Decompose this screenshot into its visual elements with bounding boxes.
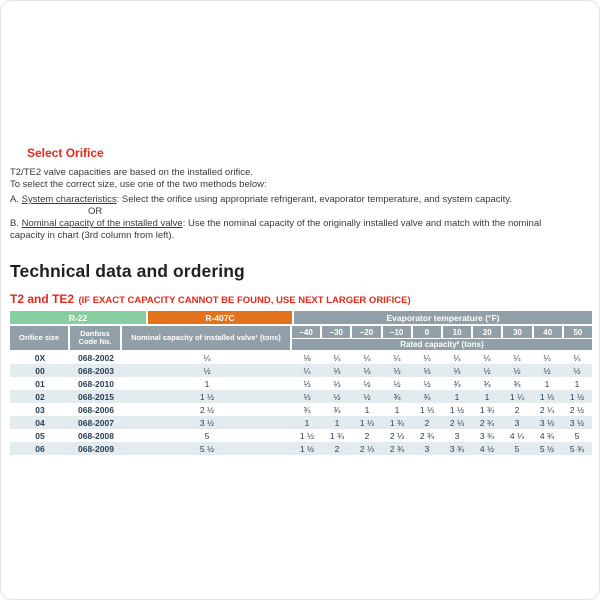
capacity-cell: 2 ¾	[389, 443, 405, 454]
capacity-cell: 3	[514, 417, 520, 428]
temp-col-header: 30	[503, 326, 531, 338]
orifice-size-header: Orifice size	[10, 326, 68, 350]
method-b-underlined: Nominal capacity of the installed valve	[21, 218, 183, 229]
t2-te2-label: T2 and TE2	[10, 292, 75, 306]
capacity-cell: 1 ½	[299, 443, 315, 454]
column-header-row	[10, 326, 592, 350]
capacity-cell: 3 ¾	[479, 430, 495, 441]
intro-line-1: T2/TE2 valve capacities are based on the installed orifice.	[10, 167, 253, 178]
code-number-cell: 068-2015	[78, 391, 114, 402]
capacity-cell: ¼	[573, 352, 581, 363]
capacity-cell: 2	[334, 443, 340, 454]
nominal-capacity-cell: ¼	[203, 352, 211, 363]
capacity-cell: ¾	[303, 404, 311, 415]
capacity-cell: ½	[423, 378, 431, 389]
intro-line-2: To select the correct size, use one of the two methods below:	[10, 179, 267, 190]
capacity-cell: ⅛	[303, 352, 311, 363]
capacity-cell: 2 ⅓	[359, 443, 375, 454]
technical-data-heading: Technical data and ordering	[10, 261, 245, 281]
capacity-cell: ⅓	[363, 365, 371, 376]
capacity-cell: ½	[333, 391, 341, 402]
danfoss-code-header: Danfoss Code No.	[70, 326, 120, 350]
temp-col-header: 40	[534, 326, 562, 338]
capacity-cell: ¾	[333, 404, 341, 415]
capacity-cell: ¼	[423, 352, 431, 363]
orifice-size-cell: 0X	[34, 352, 46, 363]
intro-paragraph	[10, 167, 588, 191]
capacity-cell: ¼	[393, 352, 401, 363]
capacity-cell: ½	[513, 365, 521, 376]
table-row	[10, 442, 592, 455]
code-number-cell: 068-2010	[78, 378, 114, 389]
capacity-cell: 1	[544, 378, 550, 389]
table-body	[10, 351, 592, 455]
capacity-cell: ¼	[543, 352, 551, 363]
temp-col-header: –10	[383, 326, 411, 338]
nominal-capacity-header: Nominal capacity of installed valve¹ (tons)	[122, 326, 290, 350]
capacity-cell: ¼	[303, 365, 311, 376]
capacity-cell: ¾	[393, 391, 401, 402]
refrigerant-header-row	[10, 311, 592, 324]
capacity-cell: ⅓	[393, 365, 401, 376]
r22-header: R-22	[10, 311, 146, 324]
t2-te2-subheading	[10, 290, 588, 308]
capacity-cell: 2 ¾	[479, 417, 495, 428]
orifice-size-cell: 00	[35, 365, 45, 376]
capacity-cell: 3 ⅓	[539, 417, 555, 428]
capacity-cell: 3 ¾	[449, 443, 465, 454]
capacity-cell: ¾	[453, 378, 461, 389]
capacity-cell: 3	[424, 443, 430, 454]
t2-te2-note: (IF EXACT CAPACITY CANNOT BE FOUND, USE NEXT LARGER ORIFICE)	[78, 295, 411, 306]
capacity-cell: ½	[483, 365, 491, 376]
table-row	[10, 351, 592, 364]
temp-col-header: 20	[473, 326, 501, 338]
nominal-capacity-cell: 3 ½	[199, 417, 215, 428]
code-number-cell: 068-2007	[78, 417, 114, 428]
capacity-cell: 4 ¾	[539, 430, 555, 441]
capacity-cell: 3 ½	[569, 417, 585, 428]
capacity-cell: 1	[364, 404, 370, 415]
evap-temp-header: Evaporator temperature (°F)	[294, 311, 592, 324]
capacity-cell: 5 ½	[539, 443, 555, 454]
capacity-cell: ¾	[513, 378, 521, 389]
capacity-cell: ½	[393, 378, 401, 389]
orifice-size-cell: 06	[35, 443, 45, 454]
code-number-cell: 068-2008	[78, 430, 114, 441]
capacity-cell: ½	[363, 378, 371, 389]
r407c-header: R-407C	[148, 311, 292, 324]
select-orifice-heading: Select Orifice	[27, 146, 104, 160]
capacity-cell: 1 ¾	[329, 430, 345, 441]
capacity-cell: ½	[543, 365, 551, 376]
temperature-columns	[292, 326, 592, 350]
capacity-cell: 1 ¼	[509, 391, 525, 402]
temp-col-header: 50	[564, 326, 592, 338]
capacity-cell: 1	[394, 404, 400, 415]
capacity-cell: ¼	[483, 352, 491, 363]
capacity-cell: 1 ½	[449, 404, 465, 415]
capacity-cell: 4 ½	[479, 443, 495, 454]
temp-col-header: 10	[443, 326, 471, 338]
capacity-cell: 1	[484, 391, 490, 402]
capacity-cell: ⅓	[303, 378, 311, 389]
method-a-prefix: A.	[10, 194, 22, 205]
capacity-cell: ⅓	[453, 365, 461, 376]
capacity-cell: 2	[514, 404, 520, 415]
capacity-cell: ⅓	[303, 391, 311, 402]
temp-col-header: –30	[322, 326, 350, 338]
orifice-size-cell: 03	[35, 404, 45, 415]
capacity-cell: 2 ¾	[419, 430, 435, 441]
capacity-cell: 2	[364, 430, 370, 441]
capacity-table	[10, 311, 592, 455]
temp-col-header: –40	[292, 326, 320, 338]
capacity-cell: 5	[514, 443, 520, 454]
capacity-cell: 2	[424, 417, 430, 428]
nominal-capacity-cell: 1 ½	[199, 391, 215, 402]
capacity-cell: 2 ½	[569, 404, 585, 415]
capacity-cell: ¾	[423, 391, 431, 402]
table-row	[10, 377, 592, 390]
method-b-rest: : Use the nominal capacity of the originally installed valve and match with the nominal capacity in chart (3rd column from left).	[10, 218, 542, 241]
capacity-cell: 1	[574, 378, 580, 389]
temperature-tick-row	[292, 326, 592, 338]
orifice-size-cell: 02	[35, 391, 45, 402]
capacity-cell: ¾	[483, 378, 491, 389]
nominal-capacity-cell: 5	[204, 430, 210, 441]
table-row	[10, 429, 592, 442]
method-b-prefix: B.	[10, 218, 22, 229]
or-text: OR	[88, 206, 103, 217]
capacity-cell: ¼	[333, 352, 341, 363]
nominal-capacity-cell: ½	[203, 365, 211, 376]
capacity-cell: ¼	[513, 352, 521, 363]
method-a-text	[10, 194, 588, 206]
code-number-cell: 068-2009	[78, 443, 114, 454]
capacity-cell: 1 ¾	[389, 417, 405, 428]
capacity-cell: 1	[304, 417, 310, 428]
capacity-cell: 5	[574, 430, 580, 441]
capacity-cell: 2 ¼	[539, 404, 555, 415]
capacity-cell: 2 ⅓	[389, 430, 405, 441]
capacity-cell: ¼	[363, 352, 371, 363]
orifice-size-cell: 04	[35, 417, 45, 428]
table-row	[10, 416, 592, 429]
code-number-cell: 068-2003	[78, 365, 114, 376]
capacity-cell: 5 ¾	[569, 443, 585, 454]
table-row	[10, 403, 592, 416]
method-a-underlined: System characteristics	[21, 194, 117, 205]
nominal-capacity-cell: 5 ½	[199, 443, 215, 454]
capacity-cell: 1 ½	[569, 391, 585, 402]
capacity-cell: 1 ¾	[479, 404, 495, 415]
table-row	[10, 364, 592, 377]
capacity-cell: ⅓	[333, 365, 341, 376]
capacity-cell: 1 ⅓	[419, 404, 435, 415]
capacity-cell: ⅓	[423, 365, 431, 376]
orifice-size-cell: 01	[35, 378, 45, 389]
capacity-cell: 1 ½	[299, 430, 315, 441]
temp-col-header: –20	[352, 326, 380, 338]
capacity-cell: 1	[334, 417, 340, 428]
capacity-cell: 2 ⅓	[449, 417, 465, 428]
capacity-cell: ½	[363, 391, 371, 402]
capacity-cell: 1 ⅓	[359, 417, 375, 428]
nominal-capacity-cell: 2 ½	[199, 404, 215, 415]
method-b-text	[10, 218, 570, 242]
code-number-cell: 068-2002	[78, 352, 114, 363]
table-row	[10, 390, 592, 403]
capacity-cell: 1	[454, 391, 460, 402]
capacity-cell: 4 ¼	[509, 430, 525, 441]
method-a-rest: : Select the orifice using appropriate refrigerant, evaporator temperature, and system capacity.	[116, 194, 512, 205]
temp-col-header: 0	[413, 326, 441, 338]
capacity-cell: ¼	[453, 352, 461, 363]
nominal-capacity-cell: 1	[204, 378, 210, 389]
orifice-size-cell: 05	[35, 430, 45, 441]
code-number-cell: 068-2006	[78, 404, 114, 415]
capacity-cell: 1 ⅓	[539, 391, 555, 402]
capacity-cell: ⅓	[333, 378, 341, 389]
rated-capacity-header: Rated capacity² (tons)	[292, 339, 592, 350]
capacity-cell: 3	[454, 430, 460, 441]
capacity-cell: ½	[573, 365, 581, 376]
